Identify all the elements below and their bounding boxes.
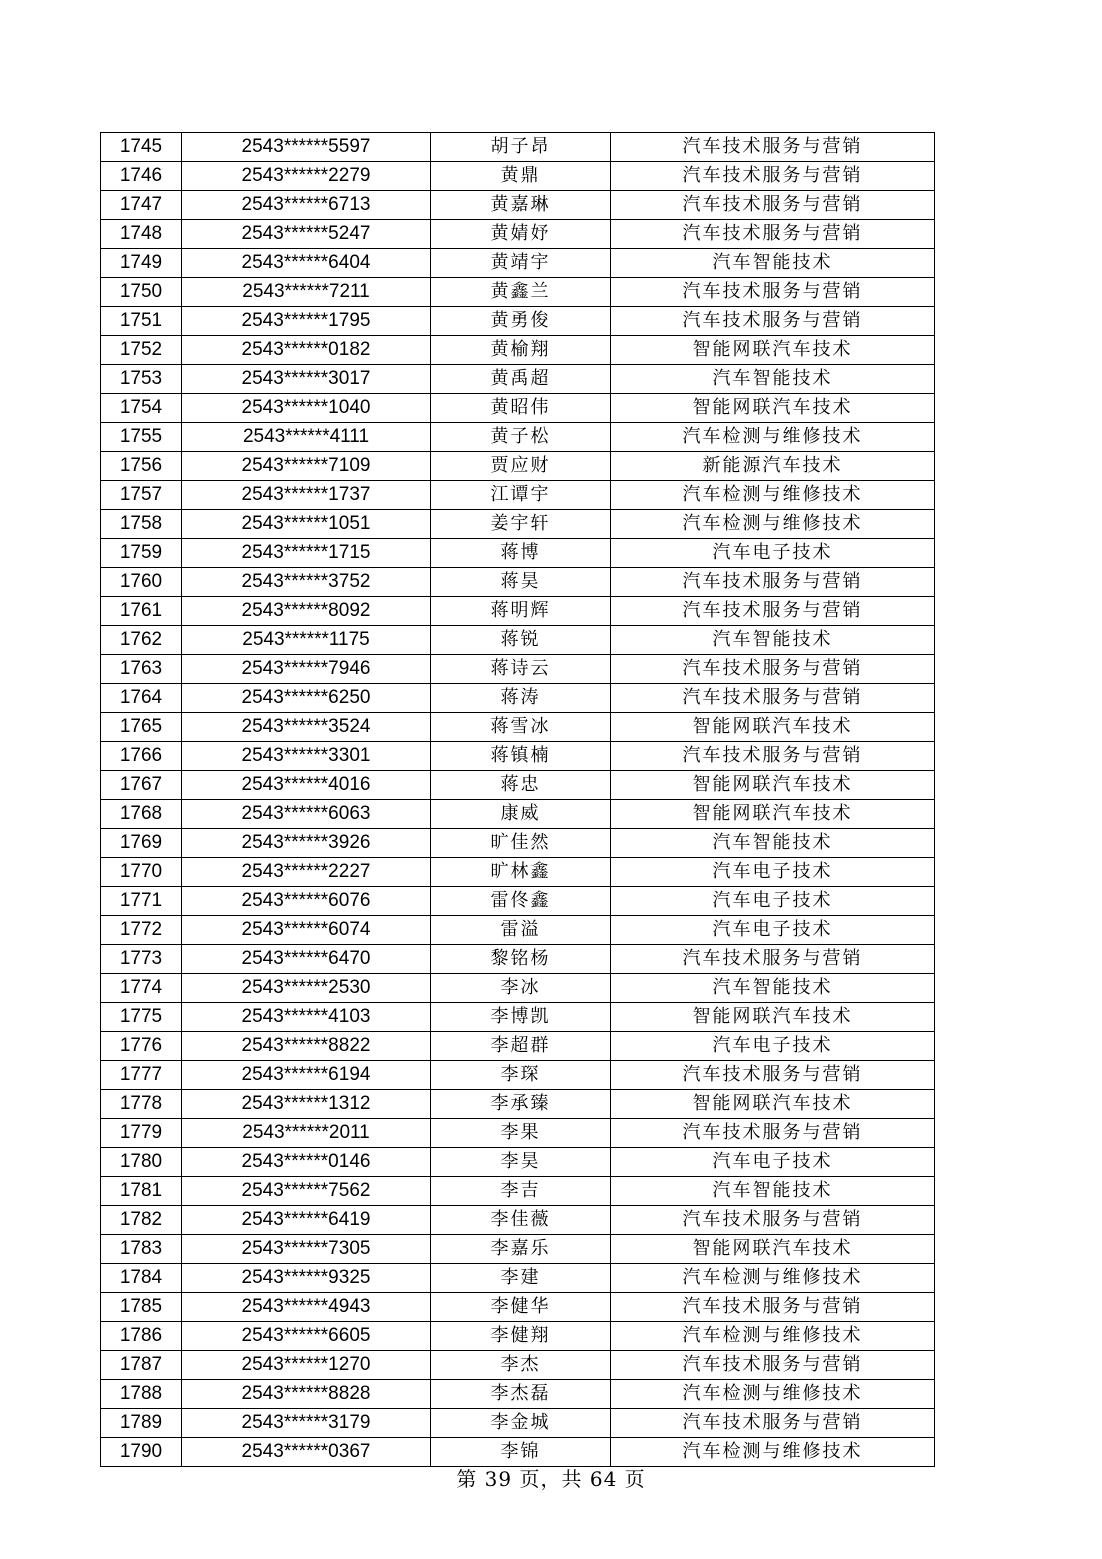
major-cell: 汽车技术服务与营销: [611, 568, 935, 597]
row-number-cell: 1750: [101, 278, 182, 307]
page-number-footer: 第 39 页，共 64 页: [456, 1467, 646, 1491]
student-id-cell: 2543******2530: [182, 974, 431, 1003]
student-name-cell: 蒋镇楠: [431, 742, 611, 771]
major-cell: 智能网联汽车技术: [611, 394, 935, 423]
table-row: [101, 1119, 935, 1148]
table-row: [101, 1032, 935, 1061]
student-id-cell: 2543******7109: [182, 452, 431, 481]
student-id-cell: 2543******7946: [182, 655, 431, 684]
table-row: [101, 742, 935, 771]
table-row: [101, 1380, 935, 1409]
table-row: [101, 1090, 935, 1119]
table-row: [101, 771, 935, 800]
student-id-cell: 2543******3179: [182, 1409, 431, 1438]
major-cell: 汽车智能技术: [611, 974, 935, 1003]
table-row: [101, 800, 935, 829]
student-id-cell: 2543******6076: [182, 887, 431, 916]
student-id-cell: 2543******6470: [182, 945, 431, 974]
row-number-cell: 1767: [101, 771, 182, 800]
student-id-cell: 2543******6404: [182, 249, 431, 278]
student-id-cell: 2543******1040: [182, 394, 431, 423]
student-name-cell: 黄鑫兰: [431, 278, 611, 307]
row-number-cell: 1790: [101, 1438, 182, 1467]
student-id-cell: 2543******1270: [182, 1351, 431, 1380]
row-number-cell: 1749: [101, 249, 182, 278]
student-name-cell: 李锦: [431, 1438, 611, 1467]
major-cell: 汽车电子技术: [611, 887, 935, 916]
student-name-cell: 康威: [431, 800, 611, 829]
major-cell: 汽车技术服务与营销: [611, 220, 935, 249]
row-number-cell: 1756: [101, 452, 182, 481]
student-id-cell: 2543******2279: [182, 162, 431, 191]
row-number-cell: 1775: [101, 1003, 182, 1032]
row-number-cell: 1765: [101, 713, 182, 742]
table-row: [101, 191, 935, 220]
student-name-cell: 雷溢: [431, 916, 611, 945]
row-number-cell: 1760: [101, 568, 182, 597]
student-name-cell: 黄婧妤: [431, 220, 611, 249]
table-row: [101, 423, 935, 452]
table-row: [101, 1235, 935, 1264]
major-cell: 智能网联汽车技术: [611, 1235, 935, 1264]
major-cell: 汽车智能技术: [611, 365, 935, 394]
student-name-cell: 旷佳然: [431, 829, 611, 858]
student-id-cell: 2543******7562: [182, 1177, 431, 1206]
student-name-cell: 李杰: [431, 1351, 611, 1380]
major-cell: 汽车技术服务与营销: [611, 191, 935, 220]
major-cell: 汽车技术服务与营销: [611, 597, 935, 626]
major-cell: 汽车检测与维修技术: [611, 1264, 935, 1293]
student-name-cell: 江谭宇: [431, 481, 611, 510]
student-name-cell: 黄鼎: [431, 162, 611, 191]
major-cell: 智能网联汽车技术: [611, 1003, 935, 1032]
row-number-cell: 1782: [101, 1206, 182, 1235]
major-cell: 汽车检测与维修技术: [611, 1322, 935, 1351]
row-number-cell: 1761: [101, 597, 182, 626]
table-row: [101, 684, 935, 713]
row-number-cell: 1769: [101, 829, 182, 858]
student-id-cell: 2543******0146: [182, 1148, 431, 1177]
row-number-cell: 1754: [101, 394, 182, 423]
row-number-cell: 1776: [101, 1032, 182, 1061]
row-number-cell: 1787: [101, 1351, 182, 1380]
major-cell: 智能网联汽车技术: [611, 1090, 935, 1119]
major-cell: 汽车电子技术: [611, 858, 935, 887]
student-id-cell: 2543******6194: [182, 1061, 431, 1090]
major-cell: 汽车技术服务与营销: [611, 1206, 935, 1235]
roster-sheet: [100, 132, 930, 1467]
student-name-cell: 黄禹超: [431, 365, 611, 394]
student-id-cell: 2543******4943: [182, 1293, 431, 1322]
table-row: [101, 829, 935, 858]
table-row: [101, 1177, 935, 1206]
table-row: [101, 887, 935, 916]
table-row: [101, 394, 935, 423]
major-cell: 汽车检测与维修技术: [611, 1380, 935, 1409]
major-cell: 汽车技术服务与营销: [611, 307, 935, 336]
student-name-cell: 李杰磊: [431, 1380, 611, 1409]
student-id-cell: 2543******2227: [182, 858, 431, 887]
student-id-cell: 2543******0367: [182, 1438, 431, 1467]
table-row: [101, 916, 935, 945]
table-row: [101, 336, 935, 365]
student-id-cell: 2543******6419: [182, 1206, 431, 1235]
table-row: [101, 481, 935, 510]
row-number-cell: 1759: [101, 539, 182, 568]
table-row: [101, 974, 935, 1003]
major-cell: 汽车电子技术: [611, 539, 935, 568]
student-name-cell: 蒋明辉: [431, 597, 611, 626]
student-name-cell: 黄榆翔: [431, 336, 611, 365]
student-id-cell: 2543******1175: [182, 626, 431, 655]
student-id-cell: 2543******3752: [182, 568, 431, 597]
major-cell: 智能网联汽车技术: [611, 713, 935, 742]
table-row: [101, 1264, 935, 1293]
student-id-cell: 2543******6074: [182, 916, 431, 945]
student-name-cell: 李金城: [431, 1409, 611, 1438]
student-id-cell: 2543******5597: [182, 133, 431, 162]
row-number-cell: 1777: [101, 1061, 182, 1090]
student-name-cell: 黄勇俊: [431, 307, 611, 336]
student-id-cell: 2543******3926: [182, 829, 431, 858]
major-cell: 汽车检测与维修技术: [611, 510, 935, 539]
row-number-cell: 1770: [101, 858, 182, 887]
row-number-cell: 1781: [101, 1177, 182, 1206]
row-number-cell: 1763: [101, 655, 182, 684]
major-cell: 汽车智能技术: [611, 829, 935, 858]
student-name-cell: 李建: [431, 1264, 611, 1293]
row-number-cell: 1772: [101, 916, 182, 945]
row-number-cell: 1751: [101, 307, 182, 336]
student-name-cell: 蒋锐: [431, 626, 611, 655]
student-name-cell: 李佳薇: [431, 1206, 611, 1235]
student-name-cell: 黄靖宇: [431, 249, 611, 278]
student-id-cell: 2543******3017: [182, 365, 431, 394]
student-id-cell: 2543******1051: [182, 510, 431, 539]
major-cell: 汽车电子技术: [611, 1032, 935, 1061]
student-id-cell: 2543******5247: [182, 220, 431, 249]
student-id-cell: 2543******6713: [182, 191, 431, 220]
student-name-cell: 蒋忠: [431, 771, 611, 800]
student-name-cell: 蒋诗云: [431, 655, 611, 684]
major-cell: 汽车智能技术: [611, 626, 935, 655]
table-row: [101, 568, 935, 597]
student-name-cell: 胡子昂: [431, 133, 611, 162]
row-number-cell: 1753: [101, 365, 182, 394]
major-cell: 汽车技术服务与营销: [611, 1061, 935, 1090]
table-row: [101, 1409, 935, 1438]
row-number-cell: 1748: [101, 220, 182, 249]
table-row: [101, 539, 935, 568]
row-number-cell: 1766: [101, 742, 182, 771]
table-row: [101, 307, 935, 336]
major-cell: 智能网联汽车技术: [611, 800, 935, 829]
major-cell: 汽车技术服务与营销: [611, 278, 935, 307]
row-number-cell: 1752: [101, 336, 182, 365]
student-id-cell: 2543******2011: [182, 1119, 431, 1148]
student-id-cell: 2543******9325: [182, 1264, 431, 1293]
major-cell: 汽车检测与维修技术: [611, 1438, 935, 1467]
major-cell: 汽车技术服务与营销: [611, 742, 935, 771]
major-cell: 汽车技术服务与营销: [611, 945, 935, 974]
roster-table: [100, 132, 935, 1467]
student-name-cell: 黄嘉琳: [431, 191, 611, 220]
row-number-cell: 1789: [101, 1409, 182, 1438]
student-id-cell: 2543******7305: [182, 1235, 431, 1264]
student-name-cell: 李超群: [431, 1032, 611, 1061]
student-name-cell: 旷林鑫: [431, 858, 611, 887]
student-name-cell: 黄昭伟: [431, 394, 611, 423]
student-name-cell: 雷佟鑫: [431, 887, 611, 916]
student-id-cell: 2543******1312: [182, 1090, 431, 1119]
major-cell: 汽车检测与维修技术: [611, 423, 935, 452]
table-row: [101, 626, 935, 655]
table-row: [101, 510, 935, 539]
table-row: [101, 1206, 935, 1235]
row-number-cell: 1784: [101, 1264, 182, 1293]
table-row: [101, 1148, 935, 1177]
student-name-cell: 黄子松: [431, 423, 611, 452]
table-row: [101, 133, 935, 162]
student-name-cell: 姜宇轩: [431, 510, 611, 539]
student-name-cell: 李承臻: [431, 1090, 611, 1119]
student-name-cell: 李果: [431, 1119, 611, 1148]
major-cell: 汽车检测与维修技术: [611, 481, 935, 510]
table-row: [101, 945, 935, 974]
student-name-cell: 黎铭杨: [431, 945, 611, 974]
row-number-cell: 1746: [101, 162, 182, 191]
student-id-cell: 2543******3524: [182, 713, 431, 742]
student-id-cell: 2543******6063: [182, 800, 431, 829]
major-cell: 汽车技术服务与营销: [611, 1293, 935, 1322]
row-number-cell: 1780: [101, 1148, 182, 1177]
major-cell: 汽车技术服务与营销: [611, 684, 935, 713]
table-row: [101, 597, 935, 626]
major-cell: 智能网联汽车技术: [611, 336, 935, 365]
student-name-cell: 李琛: [431, 1061, 611, 1090]
table-row: [101, 713, 935, 742]
major-cell: 汽车技术服务与营销: [611, 1351, 935, 1380]
major-cell: 汽车技术服务与营销: [611, 133, 935, 162]
student-id-cell: 2543******8822: [182, 1032, 431, 1061]
major-cell: 智能网联汽车技术: [611, 771, 935, 800]
row-number-cell: 1768: [101, 800, 182, 829]
student-id-cell: 2543******8092: [182, 597, 431, 626]
student-name-cell: 贾应财: [431, 452, 611, 481]
row-number-cell: 1755: [101, 423, 182, 452]
student-name-cell: 李健华: [431, 1293, 611, 1322]
row-number-cell: 1773: [101, 945, 182, 974]
table-row: [101, 249, 935, 278]
row-number-cell: 1747: [101, 191, 182, 220]
student-id-cell: 2543******1737: [182, 481, 431, 510]
row-number-cell: 1758: [101, 510, 182, 539]
major-cell: 汽车智能技术: [611, 1177, 935, 1206]
table-row: [101, 1293, 935, 1322]
row-number-cell: 1788: [101, 1380, 182, 1409]
student-name-cell: 李嘉乐: [431, 1235, 611, 1264]
student-id-cell: 2543******4111: [182, 423, 431, 452]
table-row: [101, 1351, 935, 1380]
student-name-cell: 李昊: [431, 1148, 611, 1177]
table-row: [101, 1003, 935, 1032]
student-id-cell: 2543******1795: [182, 307, 431, 336]
major-cell: 汽车电子技术: [611, 1148, 935, 1177]
student-id-cell: 2543******6250: [182, 684, 431, 713]
student-name-cell: 蒋博: [431, 539, 611, 568]
student-id-cell: 2543******0182: [182, 336, 431, 365]
row-number-cell: 1762: [101, 626, 182, 655]
major-cell: 汽车技术服务与营销: [611, 655, 935, 684]
table-row: [101, 1322, 935, 1351]
student-id-cell: 2543******6605: [182, 1322, 431, 1351]
row-number-cell: 1786: [101, 1322, 182, 1351]
table-row: [101, 452, 935, 481]
row-number-cell: 1745: [101, 133, 182, 162]
major-cell: 汽车电子技术: [611, 916, 935, 945]
student-id-cell: 2543******4103: [182, 1003, 431, 1032]
major-cell: 汽车技术服务与营销: [611, 162, 935, 191]
major-cell: 汽车智能技术: [611, 249, 935, 278]
table-row: [101, 655, 935, 684]
student-name-cell: 蒋涛: [431, 684, 611, 713]
student-name-cell: 李冰: [431, 974, 611, 1003]
student-name-cell: 李博凯: [431, 1003, 611, 1032]
major-cell: 汽车技术服务与营销: [611, 1119, 935, 1148]
table-row: [101, 278, 935, 307]
row-number-cell: 1778: [101, 1090, 182, 1119]
table-row: [101, 365, 935, 394]
major-cell: 新能源汽车技术: [611, 452, 935, 481]
row-number-cell: 1783: [101, 1235, 182, 1264]
student-name-cell: 蒋雪冰: [431, 713, 611, 742]
table-row: [101, 162, 935, 191]
student-name-cell: 李健翔: [431, 1322, 611, 1351]
student-id-cell: 2543******4016: [182, 771, 431, 800]
roster-table-body: [101, 133, 935, 1467]
student-id-cell: 2543******8828: [182, 1380, 431, 1409]
major-cell: 汽车技术服务与营销: [611, 1409, 935, 1438]
row-number-cell: 1757: [101, 481, 182, 510]
table-row: [101, 220, 935, 249]
student-id-cell: 2543******3301: [182, 742, 431, 771]
student-name-cell: 蒋昊: [431, 568, 611, 597]
student-id-cell: 2543******7211: [182, 278, 431, 307]
table-row: [101, 1061, 935, 1090]
row-number-cell: 1764: [101, 684, 182, 713]
student-id-cell: 2543******1715: [182, 539, 431, 568]
row-number-cell: 1771: [101, 887, 182, 916]
table-row: [101, 858, 935, 887]
row-number-cell: 1779: [101, 1119, 182, 1148]
student-name-cell: 李吉: [431, 1177, 611, 1206]
row-number-cell: 1785: [101, 1293, 182, 1322]
row-number-cell: 1774: [101, 974, 182, 1003]
